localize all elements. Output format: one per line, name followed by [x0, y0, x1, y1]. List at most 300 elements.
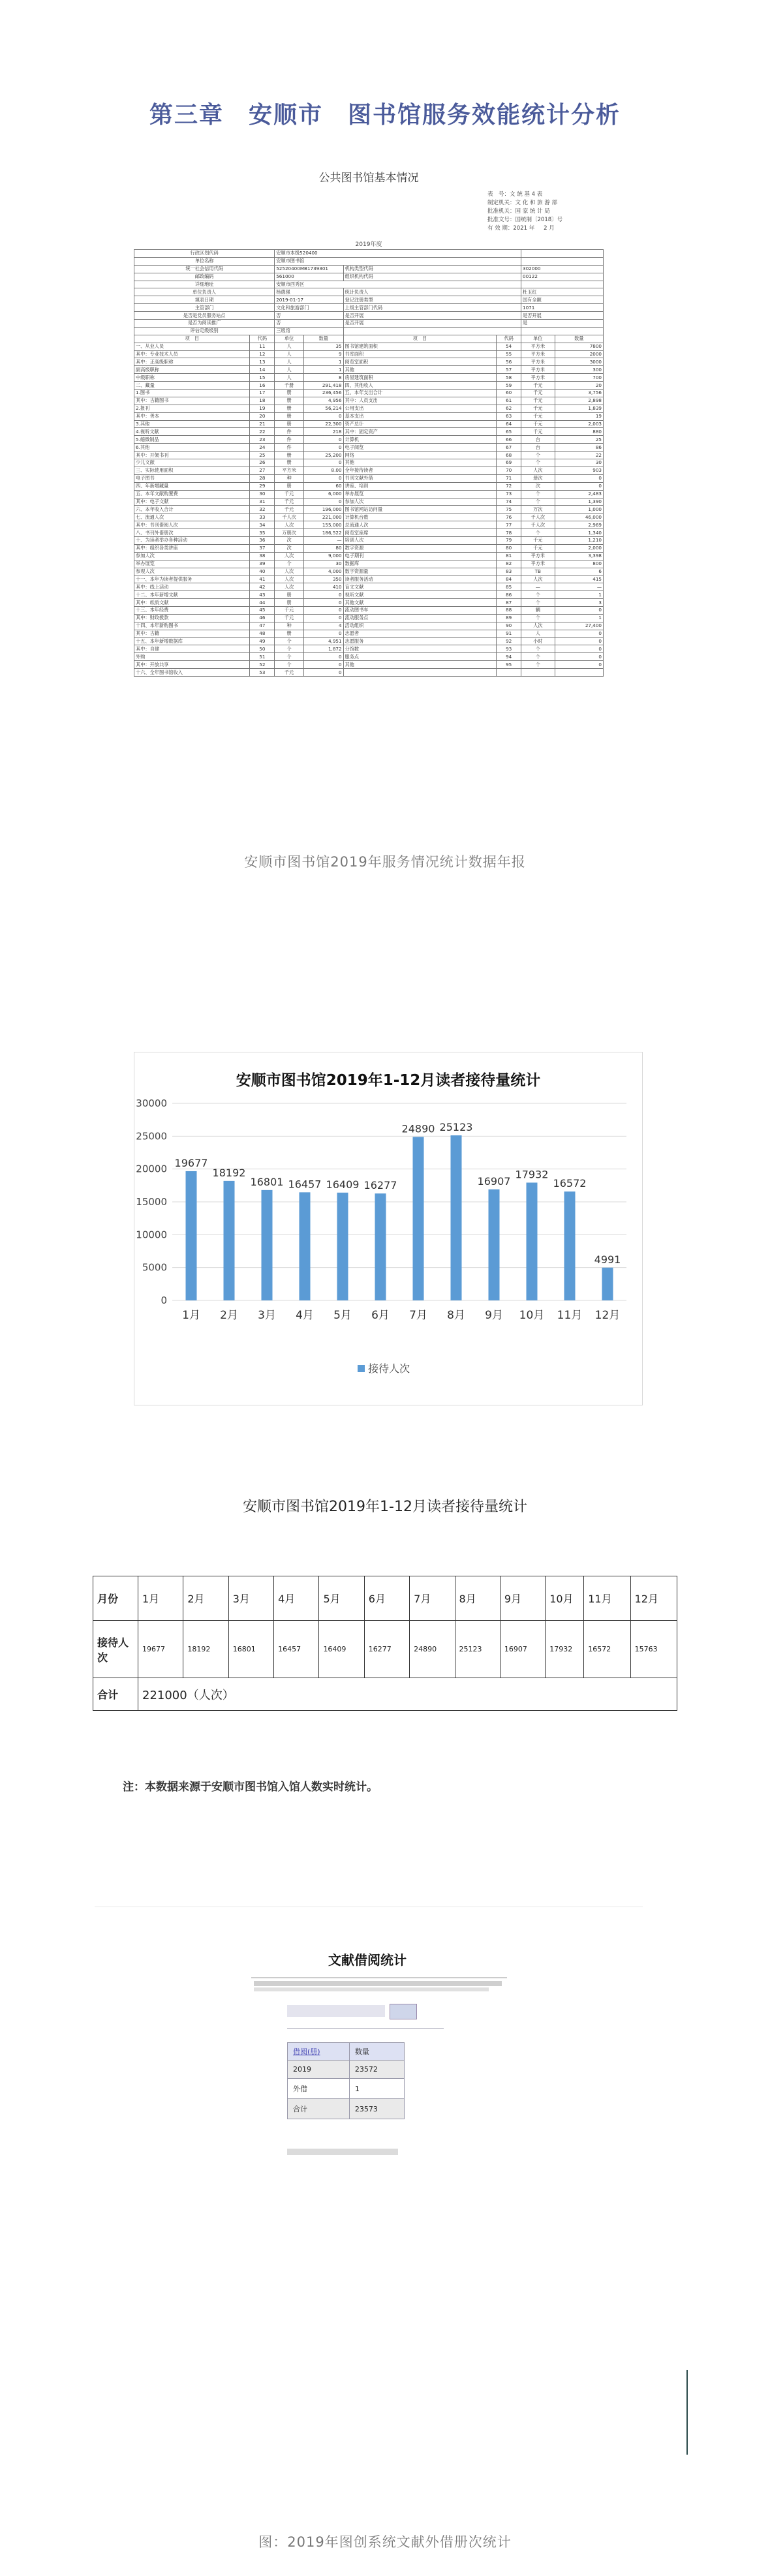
screenshot-filter-bar: [251, 1974, 507, 1993]
month-cell: 6月: [364, 1576, 409, 1621]
form-cell: 册: [275, 599, 304, 607]
form-cell: 63: [497, 412, 521, 420]
form-cell: 次: [275, 536, 304, 544]
table-row: [134, 669, 604, 677]
form-cell: [343, 669, 497, 677]
form-cell: 人: [275, 350, 304, 358]
form-cell: 其他: [343, 661, 497, 669]
form-cell: 1,390: [555, 498, 603, 506]
column-header: 代码: [250, 335, 275, 343]
table-row: [134, 467, 604, 474]
legend-swatch: [358, 1365, 365, 1372]
form-cell: 77: [497, 521, 521, 529]
form-cell: 个: [521, 661, 555, 669]
screenshot-cell: 23573: [349, 2099, 404, 2119]
form-cell: 86: [555, 444, 603, 452]
form-cell: 读者服务活动: [343, 575, 497, 583]
form-cell: 00122: [521, 273, 604, 281]
bar: [262, 1190, 273, 1300]
form-cell: 册: [275, 630, 304, 637]
form-cell: 1: [555, 614, 603, 622]
screenshot-header-cell: 数量: [349, 2043, 404, 2061]
data-label: 16457: [288, 1178, 322, 1191]
form-cell: 0: [303, 606, 343, 614]
form-cell: 50: [250, 645, 275, 653]
form-cell: 个: [521, 452, 555, 459]
y-tick-label: 10000: [136, 1229, 167, 1241]
form-cell: 0: [303, 661, 343, 669]
form-cell: 其中：人员支出: [343, 397, 497, 405]
table-row: [134, 498, 604, 506]
form-cell: 0: [555, 474, 603, 482]
x-tick-label: 3月: [258, 1309, 276, 1322]
visits-cell: 16457: [274, 1621, 319, 1678]
form-cell: 人次: [275, 583, 304, 591]
source-note: 注：本数据来源于安顺市图书馆入馆人数实时统计。: [123, 1781, 378, 1794]
table-row: [134, 560, 604, 568]
month-cell: 3月: [228, 1576, 273, 1621]
form-cell: 53: [250, 669, 275, 677]
form-cell: 安顺市本级520400: [275, 250, 521, 258]
form-cell: 详细地址: [134, 281, 275, 288]
form-cell: 公用支出: [343, 405, 497, 412]
form-cell: 0: [303, 459, 343, 467]
form-cell: 三、实际使用面积: [134, 467, 250, 474]
screenshot-button: [390, 2004, 417, 2019]
form-cell: 85: [497, 583, 521, 591]
form-cell: 电子图书: [134, 474, 250, 482]
form-cell: 安顺市西秀区: [275, 281, 521, 288]
form-cell: 3.其他: [134, 420, 250, 428]
form-cell: 十二、本年新增文献: [134, 591, 250, 599]
form-cell: 25: [555, 436, 603, 444]
form-cell: 51: [250, 653, 275, 661]
form-cell: 计算机: [343, 436, 497, 444]
column-header: 数量: [303, 335, 343, 343]
screenshot-header-cell: 借阅(册): [288, 2043, 350, 2061]
table-row: [134, 637, 604, 645]
form-cell: 图书馆网站访问量: [343, 506, 497, 514]
form-cell: 19: [555, 412, 603, 420]
form-cell: 国有全额: [521, 296, 604, 304]
table-row: [134, 459, 604, 467]
form-cell: 平方米: [275, 467, 304, 474]
form-cell: 其中：正高级职称: [134, 358, 250, 366]
form-cell: 2,003: [555, 420, 603, 428]
form-cell: 参加人次: [134, 552, 250, 560]
table-row: [134, 630, 604, 637]
form-cell: 是: [521, 320, 604, 328]
form-cell: 件: [275, 444, 304, 452]
form-cell: 76: [497, 514, 521, 521]
form-cell: 千元: [521, 428, 555, 436]
form-cell: 人: [275, 358, 304, 366]
form-cell: 47: [250, 622, 275, 630]
form-cell: 册次: [521, 474, 555, 482]
visits-cell: 16801: [228, 1621, 273, 1678]
form-cell: 册: [275, 459, 304, 467]
form-cell: [555, 669, 603, 677]
form-cell: 千元: [275, 506, 304, 514]
form-cell: 29: [250, 482, 275, 490]
x-tick-label: 6月: [371, 1309, 390, 1322]
form-cell: 外购: [134, 653, 250, 661]
form-cell: 12: [250, 350, 275, 358]
month-cell: 1月: [138, 1576, 183, 1621]
form-cell: —: [521, 583, 555, 591]
form-cell: 是否开展: [343, 320, 521, 328]
form-cell: 1,210: [555, 536, 603, 544]
screenshot-cell: 2019: [288, 2061, 350, 2079]
table-row: [134, 296, 604, 304]
form-cell: 服务点: [343, 653, 497, 661]
chapter-title: 第三章 安顺市 图书馆服务效能统计分析: [149, 101, 621, 129]
form-cell: 培训人次: [343, 536, 497, 544]
table-row: [134, 521, 604, 529]
form-cell: 87: [497, 599, 521, 607]
x-tick-label: 9月: [485, 1309, 503, 1322]
form-cell: 291,418: [303, 382, 343, 390]
form-cell: 五、本年支出合计: [343, 390, 497, 397]
form-cell: 十一、本年为读者提供服务: [134, 575, 250, 583]
form-cell: 55: [497, 350, 521, 358]
form-cell: 图书馆建筑面积: [343, 343, 497, 350]
y-tick-label: 5000: [142, 1261, 167, 1274]
form-cell: 2,969: [555, 521, 603, 529]
form-cell: 上级主管部门代码: [343, 304, 521, 312]
form-cell: 个: [521, 614, 555, 622]
form-cell: 千元: [521, 420, 555, 428]
form-cell: 1,872: [303, 645, 343, 653]
form-cell: 其中：开架书刊: [134, 452, 250, 459]
y-tick-label: 15000: [136, 1196, 167, 1208]
form-cell: 71: [497, 474, 521, 482]
form-cell: 平方米: [521, 366, 555, 374]
data-label: 16572: [553, 1177, 587, 1190]
form-cell: 个: [521, 498, 555, 506]
form-caption: 安顺市图书馆2019年服务情况统计数据年报: [244, 854, 526, 870]
month-cell: 5月: [319, 1576, 364, 1621]
form-cell: 2,898: [555, 397, 603, 405]
form-cell: 其中：线上活动: [134, 583, 250, 591]
form-cell: 35: [303, 343, 343, 350]
table-row: [134, 645, 604, 653]
form-cell: 参加人次: [343, 498, 497, 506]
visits-cell: 16572: [584, 1621, 630, 1678]
form-cell: 册: [275, 412, 304, 420]
form-cell: 0: [555, 645, 603, 653]
form-cell: 册: [275, 482, 304, 490]
form-cell: 主管部门: [134, 304, 275, 312]
bar: [489, 1189, 500, 1300]
form-cell: 次: [521, 482, 555, 490]
form-cell: 4.视听文献: [134, 428, 250, 436]
form-cell: [521, 250, 604, 258]
form-cell: 十五、本年新增数据库: [134, 637, 250, 645]
form-table: [134, 249, 604, 677]
form-cell: 59: [497, 382, 521, 390]
form-cell: 6.其他: [134, 444, 250, 452]
table-row: [134, 452, 604, 459]
form-cell: 15: [250, 374, 275, 382]
form-cell: 44: [250, 599, 275, 607]
table-row: [134, 250, 604, 258]
form-cell: 个: [275, 653, 304, 661]
form-cell: 电子期刊: [343, 552, 497, 560]
table-row: [134, 335, 604, 343]
form-cell: 84: [497, 575, 521, 583]
column-header: 单位: [521, 335, 555, 343]
form-cell: 49: [250, 637, 275, 645]
table-row: [134, 358, 604, 366]
form-cell: 千元: [521, 382, 555, 390]
form-cell: 22,300: [303, 420, 343, 428]
form-cell: 0: [555, 606, 603, 614]
form-cell: 20: [555, 382, 603, 390]
form-cell: [521, 669, 555, 677]
form-cell: 14: [250, 366, 275, 374]
form-cell: 28: [250, 474, 275, 482]
form-cell: 电子阅览: [343, 444, 497, 452]
form-cell: 80: [497, 544, 521, 552]
form-cell: 81: [497, 552, 521, 560]
x-tick-label: 12月: [594, 1309, 621, 1322]
form-cell: 52: [250, 661, 275, 669]
form-cell: 65: [497, 428, 521, 436]
form-cell: [497, 669, 521, 677]
form-cell: 7800: [555, 343, 603, 350]
data-label: 16277: [363, 1179, 397, 1192]
form-cell: 13: [250, 358, 275, 366]
x-tick-label: 7月: [409, 1309, 427, 1322]
form-cell: 千元: [275, 614, 304, 622]
form-cell: 个: [275, 560, 304, 568]
form-cell: 其中：专业技术人员: [134, 350, 250, 358]
form-cell: 八、书刊外借册次: [134, 529, 250, 537]
visits-cell: 24890: [410, 1621, 455, 1678]
form-cell: 其他: [343, 366, 497, 374]
form-cell: 73: [497, 490, 521, 498]
form-cell: 五、本年文献购置费: [134, 490, 250, 498]
form-cell: 三级馆: [275, 327, 343, 335]
form-cell: 全年接待读者: [343, 467, 497, 474]
form-cell: 54: [497, 343, 521, 350]
form-cell: 十六、全年图书馆收入: [134, 669, 250, 677]
form-cell: 67: [497, 444, 521, 452]
form-cell: 个: [275, 645, 304, 653]
form-cell: 万册次: [275, 529, 304, 537]
table-row: [134, 653, 604, 661]
form-cell: 25,200: [303, 452, 343, 459]
form-cell: [521, 327, 604, 335]
form-cell: 1.图书: [134, 390, 250, 397]
form-cell: 22: [555, 452, 603, 459]
form-cell: 安顺市图书馆: [275, 257, 521, 265]
bar: [413, 1137, 424, 1300]
form-cell: 千元: [521, 536, 555, 544]
form-cell: 讲座、培训: [343, 482, 497, 490]
form-cell: 一、从业人员: [134, 343, 250, 350]
table-row: [134, 622, 604, 630]
form-cell: 其中：财政拨款: [134, 614, 250, 622]
table-row: [134, 536, 604, 544]
form-cell: 其中：开放共享: [134, 661, 250, 669]
form-cell: 2019-01-17: [275, 296, 343, 304]
table-title: 安顺市图书馆2019年1-12月读者接待量统计: [243, 1499, 527, 1515]
visits-table: [93, 1576, 677, 1711]
table-row: [93, 1576, 677, 1621]
form-cell: 千元: [275, 498, 304, 506]
form-meta: [487, 191, 598, 233]
form-cell: 书库面积: [343, 350, 497, 358]
form-cell: 流动图书车: [343, 606, 497, 614]
y-tick-label: 25000: [136, 1130, 167, 1142]
form-cell: 91: [497, 630, 521, 637]
form-cell: [521, 257, 604, 265]
form-cell: 盲文文献: [343, 583, 497, 591]
form-cell: 否: [275, 320, 343, 328]
form-cell: 196,000: [303, 506, 343, 514]
bar: [564, 1191, 576, 1300]
form-cell: 41: [250, 575, 275, 583]
table-row: [288, 2099, 405, 2119]
x-tick-label: 4月: [296, 1309, 314, 1322]
screenshot-table: [287, 2042, 405, 2119]
form-cell: 次: [275, 544, 304, 552]
form-cell: 单位负责人: [134, 288, 275, 296]
table-row: [134, 568, 604, 575]
form-cell: 78: [497, 529, 521, 537]
form-cell: 0: [303, 669, 343, 677]
table-row: [134, 506, 604, 514]
form-cell: 平方米: [521, 560, 555, 568]
visits-cell: 16409: [319, 1621, 364, 1678]
table-row: [134, 350, 604, 358]
screenshot-toolbar: [287, 2005, 385, 2017]
form-cell: 人次: [275, 568, 304, 575]
form-cell: 是否为阅读推广: [134, 320, 275, 328]
visits-cell: 18192: [183, 1621, 228, 1678]
chart-canvas: [134, 1052, 642, 1405]
table-row: [134, 273, 604, 281]
table-row: [134, 529, 604, 537]
form-cell: 分馆数: [343, 645, 497, 653]
form-cell: 副高级职称: [134, 366, 250, 374]
table-row: [134, 374, 604, 382]
month-cell: 11月: [584, 1576, 630, 1621]
vertical-rule: [686, 2370, 688, 2455]
table-row: [134, 390, 604, 397]
form-cell: 9,000: [303, 552, 343, 560]
form-cell: 计算机台数: [343, 514, 497, 521]
form-cell: 个: [521, 653, 555, 661]
form-cell: 志愿者: [343, 630, 497, 637]
form-cell: 300: [555, 366, 603, 374]
form-cell: 800: [555, 560, 603, 568]
library-basic-info-form: [134, 164, 604, 810]
month-header: 月份: [93, 1576, 138, 1621]
form-cell: 流动服务点: [343, 614, 497, 622]
form-cell: 千元: [275, 490, 304, 498]
form-cell: 个: [275, 637, 304, 645]
chart-title: 安顺市图书馆2019年1-12月读者接待量统计: [236, 1072, 541, 1089]
form-cell: 880: [555, 428, 603, 436]
form-cell: 56: [497, 358, 521, 366]
x-tick-label: 5月: [333, 1309, 352, 1322]
form-cell: 0: [303, 474, 343, 482]
form-cell: 11: [250, 343, 275, 350]
y-tick-label: 20000: [136, 1163, 167, 1175]
table-row: [134, 599, 604, 607]
screenshot-cell: 1: [349, 2079, 404, 2099]
form-cell: 19: [250, 405, 275, 412]
form-cell: 23: [250, 436, 275, 444]
form-cell: 人次: [521, 467, 555, 474]
form-cell: 平方米: [521, 374, 555, 382]
form-cell: 千元: [275, 606, 304, 614]
form-cell: 组织机构代码: [343, 273, 521, 281]
form-cell: 邮政编码: [134, 273, 275, 281]
form-cell: 册: [275, 452, 304, 459]
form-cell: 4,951: [303, 637, 343, 645]
form-cell: 数字资源: [343, 544, 497, 552]
form-cell: 个: [521, 459, 555, 467]
table-row: [134, 575, 604, 583]
form-cell: 561000: [275, 273, 343, 281]
x-tick-label: 8月: [447, 1309, 465, 1322]
form-cell: 其中：自建: [134, 645, 250, 653]
form-cell: 0: [303, 599, 343, 607]
form-cell: 1: [303, 366, 343, 374]
form-cell: 0: [303, 498, 343, 506]
form-cell: 其中：善本: [134, 412, 250, 420]
table-row: [134, 304, 604, 312]
form-cell: 8.00: [303, 467, 343, 474]
form-cell: 903: [555, 467, 603, 474]
form-cell: [343, 327, 521, 335]
form-cell: 册: [275, 420, 304, 428]
filter-bar-blur: [251, 1974, 507, 1993]
form-cell: 27,400: [555, 622, 603, 630]
form-cell: 四、年新增藏量: [134, 482, 250, 490]
table-row: [288, 2079, 405, 2099]
form-cell: 千元: [521, 405, 555, 412]
form-cell: 35: [250, 529, 275, 537]
form-cell: 64: [497, 420, 521, 428]
form-cell: 186,522: [303, 529, 343, 537]
form-cell: 31: [250, 498, 275, 506]
form-cell: 1: [303, 358, 343, 366]
table-row: [134, 343, 604, 350]
form-cell: 1071: [521, 304, 604, 312]
form-cell: 80: [303, 544, 343, 552]
form-cell: 0: [303, 630, 343, 637]
form-cell: 26: [250, 459, 275, 467]
form-cell: 32: [250, 506, 275, 514]
data-label: 19677: [174, 1156, 208, 1169]
form-cell: 书刊文献外借: [343, 474, 497, 482]
form-cell: 93: [497, 645, 521, 653]
form-cell: 举办展览: [343, 490, 497, 498]
form-cell: 千元: [275, 669, 304, 677]
form-cell: 千元: [521, 397, 555, 405]
form-cell: 视听文献: [343, 591, 497, 599]
form-cell: 20: [250, 412, 275, 420]
table-row: [134, 482, 604, 490]
column-header: 项 目: [134, 335, 250, 343]
form-cell: 79: [497, 536, 521, 544]
table-row: [134, 428, 604, 436]
